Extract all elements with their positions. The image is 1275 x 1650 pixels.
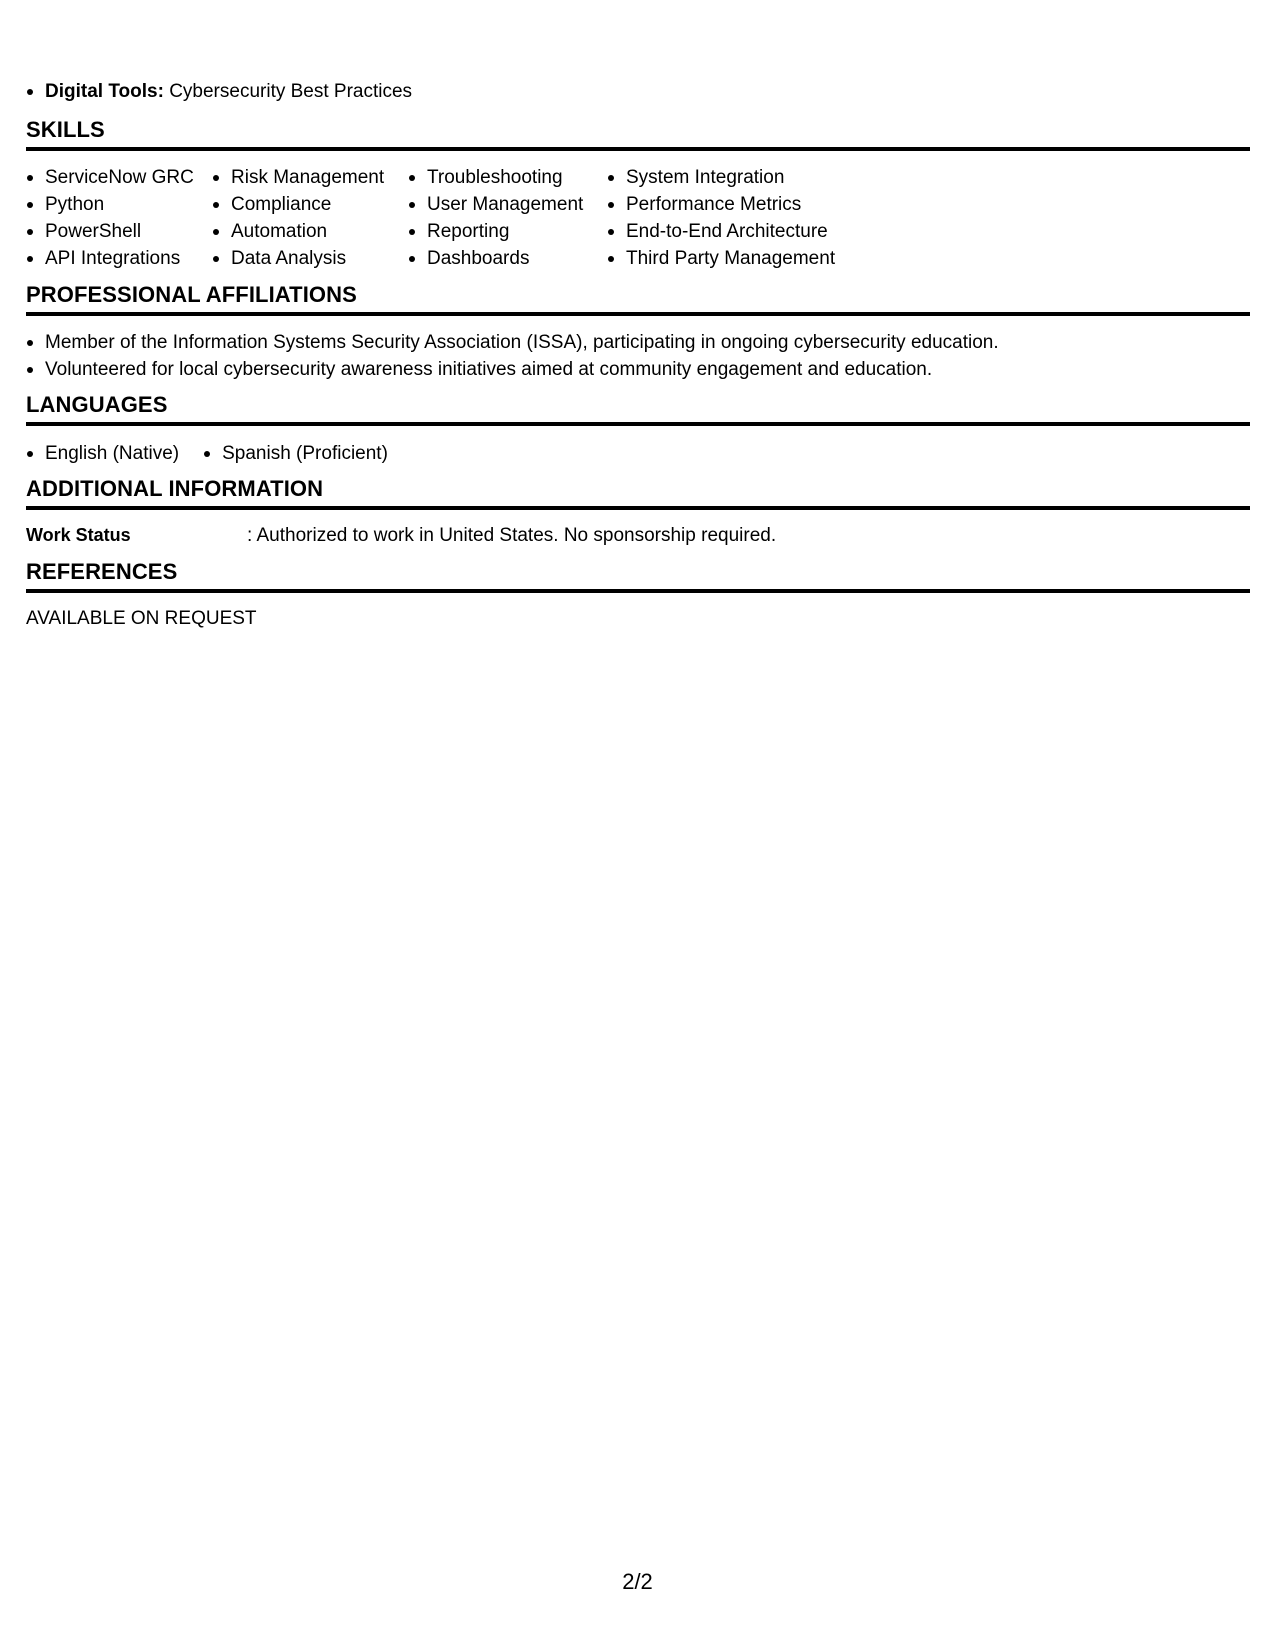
list-item: End-to-End Architecture xyxy=(607,218,867,245)
languages-list xyxy=(26,440,412,467)
skills-column-2 xyxy=(212,164,408,272)
section-title-skills: SKILLS xyxy=(26,116,1250,151)
list-item: Spanish (Proficient) xyxy=(203,440,388,467)
list-item: Compliance xyxy=(212,191,408,218)
skills-column-1 xyxy=(26,164,212,272)
section-title-references: REFERENCES xyxy=(26,558,1250,593)
digital-tools-label: Digital Tools: xyxy=(45,81,164,102)
list-item: Data Analysis xyxy=(212,245,408,272)
skills-column-3 xyxy=(408,164,607,272)
digital-tools-list xyxy=(26,78,412,105)
list-item: ServiceNow GRC xyxy=(26,164,212,191)
list-item: Python xyxy=(26,191,212,218)
list-item: Dashboards xyxy=(408,245,607,272)
section-title-additional-information: ADDITIONAL INFORMATION xyxy=(26,475,1250,510)
affiliations-list xyxy=(26,329,999,383)
work-status-value: : Authorized to work in United States. No sponsorship required. xyxy=(247,525,777,546)
list-item: Volunteered for local cybersecurity awareness initiatives aimed at community engagement and education. xyxy=(26,356,999,383)
digital-tools-value: Cybersecurity Best Practices xyxy=(169,81,413,102)
list-item: Third Party Management xyxy=(607,245,867,272)
list-item: Reporting xyxy=(408,218,607,245)
list-item: User Management xyxy=(408,191,607,218)
work-status-row xyxy=(26,522,776,549)
work-status-label: Work Status xyxy=(26,525,131,545)
list-item xyxy=(26,78,412,105)
list-item: Risk Management xyxy=(212,164,408,191)
skills-column-4 xyxy=(607,164,867,272)
references-text: AVAILABLE ON REQUEST xyxy=(26,608,257,629)
list-item: Automation xyxy=(212,218,408,245)
list-item: English (Native) xyxy=(26,440,179,467)
skills-grid xyxy=(26,164,867,272)
section-title-languages: LANGUAGES xyxy=(26,391,1250,426)
list-item: PowerShell xyxy=(26,218,212,245)
list-item: API Integrations xyxy=(26,245,212,272)
list-item: Member of the Information Systems Security Association (ISSA), participating in ongoing cybersecurity education. xyxy=(26,329,999,356)
list-item: Troubleshooting xyxy=(408,164,607,191)
list-item: Performance Metrics xyxy=(607,191,867,218)
page-number: 2/2 xyxy=(622,1569,653,1594)
list-item: System Integration xyxy=(607,164,867,191)
section-title-affiliations: PROFESSIONAL AFFILIATIONS xyxy=(26,281,1250,316)
